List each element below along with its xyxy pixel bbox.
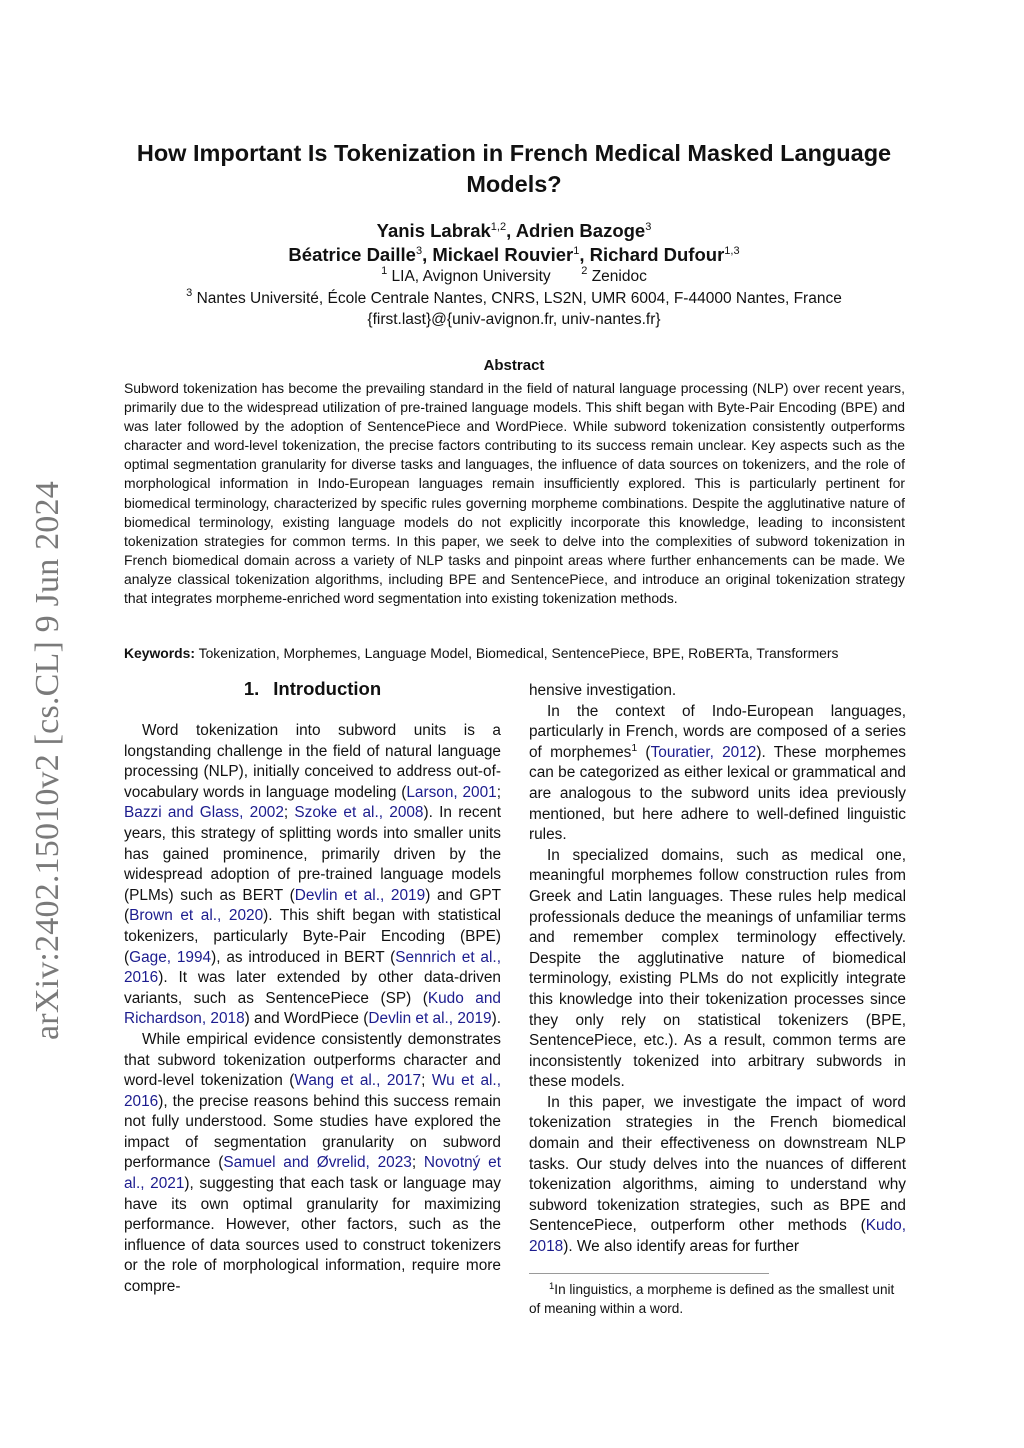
affiliation-3: Nantes Université, École Centrale Nantes, CNRS, LS2N, UMR 6004, F-44000 Nantes, France bbox=[196, 290, 842, 307]
intro-paragraph-2: While empirical evidence consistently demonstrates that subword tokenization outperforms character and word-level tokenization (Wang et al., 2017; Wu et al., 2016), the precise reasons behind this success remain not fully understood. Some studies have explored the impact of segmentation granularity on subword performance (Samuel and Øvrelid, 2023; Novotný et al., 2021), suggesting that each task or language may have its own optimal granularity for maximizing performance. However, other factors, such as the influence of data sources used to construct tokenizers or the role of morphological information, require more compre- bbox=[124, 1030, 501, 1296]
footnote-divider bbox=[529, 1273, 769, 1274]
citation-link[interactable]: Devlin et al., 2019 bbox=[368, 1010, 492, 1028]
author-name: Béatrice Daille bbox=[288, 244, 416, 265]
affiliation-2-mark: 2 bbox=[581, 265, 588, 277]
author-affiliation-mark: 1,3 bbox=[724, 245, 740, 257]
affiliation-line-2 bbox=[110, 289, 918, 309]
abstract-body: Subword tokenization has become the prevailing standard in the field of natural language processing (NLP) over recent years, primarily due to the widespread utilization of pre-trained language models. This shift began with Byte-Pair Encoding (BPE) and was later followed by the adoption of SentencePiece and WordPiece. While subword tokenization consistently outperforms character and word-level tokenization, the precise factors contributing to its success remain unclear. Key aspects such as the optimal segmentation granularity for diverse tasks and languages, the influence of data sources on tokenizers, and the role of morphological information in Indo-European languages remain insufficiently explored. This is particularly pertinent for biomedical terminology, characterized by specific rules governing morpheme combinations. Despite the agglutinative nature of biomedical terminology, existing language models do not explicitly incorporate this knowledge, leading to inconsistent tokenization strategies for common terms. In this paper, we seek to delve into the complexities of subword tokenization in French biomedical domain across a variety of NLP tasks and pinpoint areas where further enhancements can be made. We analyze classical tokenization algorithms, including BPE and SentencePiece, and introduce an original tokenization strategy that integrates morpheme-enriched word segmentation into existing tokenization methods. bbox=[124, 380, 905, 607]
citation-link[interactable]: Brown et al., 2020 bbox=[129, 907, 264, 925]
footnote-mark: 1 bbox=[549, 1281, 555, 1292]
intro-paragraph-1: Word tokenization into subword units is a longstanding challenge in the field of natural language processing (NLP), initially conceived to address out-of-vocabulary words in language modeling (Larson, 2001; Bazzi and Glass, 2002; Szoke et al., 2008). In recent years, this strategy of splitting words into smaller units has gained prominence, primarily driven by the widespread adoption of pre-trained language models (PLMs) such as BERT (Devlin et al., 2019) and GPT (Brown et al., 2020). This shift began with statistical tokenizers, particularly Byte-Pair Encoding (BPE) (Gage, 1994), as introduced in BERT (Sennrich et al., 2016). It was later extended by other data-driven variants, such as SentencePiece (SP) (Kudo and Richardson, 2018) and WordPiece (Devlin et al., 2019). bbox=[124, 722, 502, 1028]
section-number: 1. bbox=[243, 678, 260, 699]
author-name: Mickael Rouvier bbox=[432, 244, 574, 265]
author-affiliation-mark: 3 bbox=[645, 221, 652, 233]
footnote-text: In linguistics, a morpheme is defined as the smallest unit of meaning within a word. bbox=[529, 1282, 895, 1316]
abstract-heading: Abstract bbox=[483, 357, 545, 374]
citation-link[interactable]: Devlin et al., 2019 bbox=[294, 886, 426, 904]
author-line-2: Béatrice Daille$^3$, Mickael Rouvier$^1$, Richard Dufour$^{1,3}$ bbox=[288, 244, 740, 265]
affiliation-1-mark: 1 bbox=[381, 265, 388, 277]
citation-link[interactable]: Novotný et al., 2021 bbox=[124, 1154, 501, 1193]
affiliation-3-mark: 3 bbox=[186, 287, 193, 299]
author-name: Yanis Labrak bbox=[376, 220, 491, 241]
citation-link[interactable]: Larson, 2001 bbox=[406, 783, 497, 801]
author-name: Richard Dufour bbox=[589, 244, 725, 265]
citation-link[interactable]: Kudo and Richardson, 2018 bbox=[124, 989, 501, 1028]
keywords bbox=[124, 644, 914, 663]
section-title: Introduction bbox=[273, 678, 382, 699]
author-name: Adrien Bazoge bbox=[515, 220, 646, 241]
arxiv-stamp: arXiv:2402.15010v2 [cs.CL] 9 Jun 2024 bbox=[29, 481, 66, 1040]
citation-link[interactable]: Samuel and Øvrelid, 2023 bbox=[223, 1154, 412, 1172]
author-affiliation-mark: 1 bbox=[573, 245, 580, 257]
citation-link[interactable]: Bazzi and Glass, 2002 bbox=[124, 804, 284, 822]
paper-title: How Important Is Tokenization in French Medical Masked Language Models? bbox=[136, 140, 892, 197]
citation-link[interactable]: Wang et al., 2017 bbox=[294, 1072, 422, 1090]
author-affiliation-mark: 3 bbox=[415, 245, 423, 257]
affiliation-2: Zenidoc bbox=[591, 268, 647, 285]
citation-link[interactable]: Wu et al., 2016 bbox=[124, 1072, 501, 1110]
citation-link[interactable]: Szoke et al., 2008 bbox=[294, 804, 424, 822]
keywords-text: Tokenization, Morphemes, Language Model, Biomedical, SentencePiece, BPE, RoBERTa, Transformers bbox=[198, 645, 839, 661]
intro-paragraph-2-continued: hensive investigation. bbox=[529, 682, 677, 699]
right-column bbox=[529, 681, 906, 1258]
left-column bbox=[124, 721, 501, 1298]
author-emails: {first.last}@{univ-avignon.fr, univ-nantes.fr} bbox=[367, 311, 661, 328]
author-list bbox=[110, 219, 918, 267]
footnote-reference[interactable]: 1 bbox=[631, 741, 638, 754]
author-line-1: Yanis Labrak$^{1,2}$, Adrien Bazoge$^3$ bbox=[376, 220, 652, 241]
affiliation-line-1 bbox=[110, 267, 918, 287]
affiliation-1: LIA, Avignon University bbox=[391, 268, 551, 285]
citation-link[interactable]: Touratier, 2012 bbox=[650, 743, 757, 761]
section-heading-introduction bbox=[124, 678, 501, 700]
keywords-label: Keywords: bbox=[124, 645, 196, 661]
footnote-1 bbox=[529, 1280, 906, 1318]
intro-paragraph-5: In this paper, we investigate the impact of word tokenization strategies in the French biomedical domain and their effectiveness on downstream NLP tasks. Our study delves into the nuances of different tokenization algorithms, aiming to understand why subword tokenization strategies, such as BPE and SentencePiece, outperform other methods (Kudo, 2018). We also identify areas for further bbox=[529, 1093, 906, 1256]
citation-link[interactable]: Gage, 1994 bbox=[129, 948, 212, 966]
intro-paragraph-3: In the context of Indo-European languages, particularly in French, words are composed of a series of morphemes$^1$ (Touratier, 2012). These morphemes can be categorized as either lexical or grammatical and are analogous to the subword units idea previously mentioned, but here adhere to well-defined linguistic rules. bbox=[529, 702, 907, 844]
citation-link[interactable]: Sennrich et al., 2016 bbox=[124, 948, 501, 987]
intro-paragraph-4: In specialized domains, such as medical one, meaningful morphemes follow construction rules from Greek and Latin languages. These rules help medical professionals deduce the meanings of unfamiliar terms and remember complex terminology effectively. Despite the agglutinative nature of biomedical terminology, existing PLMs do not explicitly integrate this knowledge into their tokenization processes since they only rely on statistical tokenizers (BPE, SentencePiece, etc.). As a result, common terms are inconsistently tokenized into arbitrary subwords in these models. bbox=[529, 846, 906, 1091]
citation-link[interactable]: Kudo, 2018 bbox=[529, 1217, 906, 1256]
author-affiliation-mark: 1,2 bbox=[490, 221, 507, 233]
